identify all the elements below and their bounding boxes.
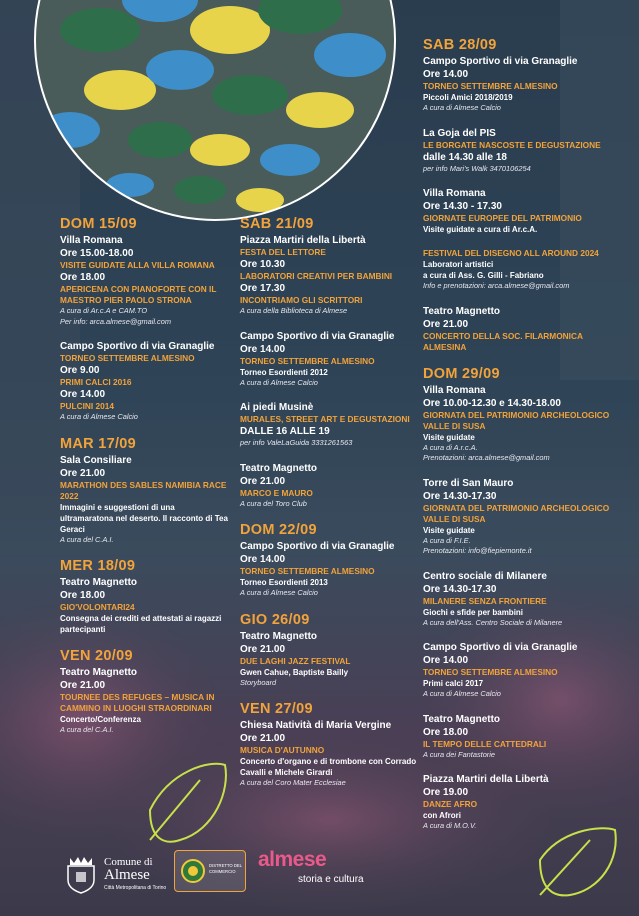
event-place: Villa Romana — [423, 384, 486, 396]
event-day: MAR 17/09 — [60, 435, 137, 452]
event-title: TOURNEE DES REFUGES – MUSICA IN CAMMINO IN LUOGHI STRAORDINARI — [60, 692, 215, 713]
event-place: Teatro Magnetto — [240, 462, 318, 474]
event-block — [423, 127, 618, 175]
event-note: A cura del C.A.I. — [60, 534, 114, 544]
event-time: Ore 21.00 — [240, 733, 286, 744]
event-place: Campo Sportivo di via Granaglie — [423, 56, 578, 67]
event-day: MER 18/09 — [60, 558, 136, 574]
event-note: A cura della Biblioteca di Almese — [240, 306, 348, 315]
event-desc: Visite guidate — [423, 432, 475, 442]
event-place: Teatro Magnetto — [60, 577, 138, 588]
event-time: Ore 9.00 — [60, 365, 100, 376]
event-title: DANZE AFRO — [423, 799, 478, 809]
event-title: FESTIVAL DEL DISEGNO ALL AROUND 2024 — [423, 248, 599, 258]
event-day: DOM 15/09 — [60, 216, 137, 232]
event-block — [423, 366, 618, 464]
event-block — [423, 37, 618, 114]
event-title: FESTA DEL LETTORE — [240, 247, 326, 257]
event-title: GIORNATA DEL PATRIMONIO ARCHEOLOGICO VALLE DI SUSA — [423, 409, 610, 431]
event-block — [60, 340, 230, 423]
event-block — [240, 701, 420, 789]
event-place: Piazza Martiri della Libertà — [423, 774, 549, 785]
comune-logo — [62, 854, 182, 894]
coat-of-arms-icon — [62, 854, 100, 894]
event-place: Campo Sportivo di via Granaglie — [423, 642, 578, 653]
event-day: VEN 27/09 — [240, 701, 313, 717]
event-note: per info ValeLaGuida 3331261563 — [240, 438, 353, 447]
brand-subtitle: storia e cultura — [298, 874, 364, 885]
event-title: DUE LAGHI JAZZ FESTIVAL — [240, 655, 351, 666]
event-time: Ore 21.00 — [240, 643, 286, 655]
event-title: TORNEO SETTEMBRE ALMESINO — [60, 353, 195, 363]
event-title: LABORATORI CREATIVI PER BAMBINI — [240, 271, 393, 281]
event-desc: Consegna dei crediti ed attestati ai ragazzi partecipanti — [60, 614, 222, 634]
schedule-column-3 — [423, 37, 618, 845]
event-place: Campo Sportivo di via Granaglie — [240, 330, 395, 342]
event-title: PULCINI 2014 — [60, 401, 114, 411]
comune-line1: Comune di — [104, 856, 153, 868]
event-title: TORNEO SETTEMBRE ALMESINO — [240, 566, 375, 576]
event-title: MURALES, STREET ART E DEGUSTAZIONI — [240, 414, 410, 424]
event-place: Campo Sportivo di via Granaglie — [240, 541, 395, 552]
event-day: SAB 28/09 — [423, 37, 497, 53]
event-time: Ore 10.30 — [240, 259, 286, 270]
event-day: DOM 29/09 — [423, 365, 500, 382]
event-note: A cura dell'Ass. Centro Sociale di Milanere — [423, 617, 563, 627]
event-note: A cura del C.A.I. — [60, 725, 114, 734]
event-note: A cura di A.r.c.A. — [423, 442, 478, 452]
event-time: Ore 14.00 — [423, 69, 469, 80]
event-desc: con Afrori — [423, 811, 461, 820]
event-block — [60, 216, 230, 327]
schedule-column-1 — [60, 216, 230, 749]
event-block — [423, 773, 618, 832]
event-place: Campo Sportivo di via Granaglie — [60, 341, 215, 352]
event-block — [240, 330, 420, 389]
distretto-emblem-icon — [180, 858, 206, 884]
event-note: A cura di Almese Calcio — [240, 377, 318, 387]
distretto-badge — [174, 850, 246, 892]
event-desc: Torneo Esordienti 2012 — [240, 367, 328, 377]
event-desc: Concerto/Conferenza — [60, 715, 141, 724]
distretto-badge-text: DISTRETTO DEL COMMERCIO — [209, 863, 242, 874]
event-title: APERICENA CON PIANOFORTE CON IL MAESTRO PIER PAOLO STRONA — [60, 284, 217, 305]
event-time: Ore 14.00 — [240, 554, 286, 565]
event-note: A cura di Almese Calcio — [423, 103, 501, 112]
event-time: Ore 21.00 — [60, 680, 106, 691]
event-desc: Giochi e sfide per bambini — [423, 607, 524, 617]
event-desc: Visite guidate — [423, 525, 475, 535]
event-title: VISITE GUIDATE ALLA VILLA ROMANA — [60, 260, 215, 270]
event-block — [423, 187, 618, 235]
event-block — [423, 248, 618, 292]
event-place: Teatro Magnetto — [240, 630, 318, 642]
event-title: GIORNATE EUROPEE DEL PATRIMONIO — [423, 213, 582, 223]
event-title: GIO'VOLONTARI24 — [60, 602, 135, 612]
event-desc: Concerto d'organo e di trombone con Corrado Cavalli e Michele Girardi — [240, 757, 417, 777]
event-block — [60, 558, 230, 635]
event-place: Piazza Martiri della Libertà — [240, 235, 366, 246]
event-title: MUSICA D'AUTUNNO — [240, 745, 325, 755]
event-block — [423, 713, 618, 761]
event-note: Prenotazioni: arca.almese@gmail.com — [423, 453, 550, 462]
event-note: A cura di F.I.E. — [423, 535, 471, 545]
comune-line2: Almese — [104, 867, 150, 883]
event-block — [60, 648, 230, 736]
event-title: IL TEMPO DELLE CATTEDRALI — [423, 738, 547, 749]
event-block — [240, 216, 420, 317]
event-title: LE BORGATE NASCOSTE E DEGUSTAZIONE — [423, 139, 601, 150]
event-note: Storyboard — [240, 677, 277, 687]
event-time: Ore 21.00 — [240, 475, 286, 487]
event-place: Teatro Magnetto — [423, 305, 501, 317]
event-block — [240, 462, 420, 510]
event-title: MARCO E MAURO — [240, 487, 313, 498]
event-title: MILANERE SENZA FRONTIERE — [423, 595, 547, 606]
event-place: Chiesa Natività di Maria Vergine — [240, 720, 392, 731]
event-block — [240, 401, 420, 449]
event-note: Per info: arca.almese@gmail.com — [60, 316, 172, 326]
event-title: INCONTRIAMO GLI SCRITTORI — [240, 295, 363, 305]
event-time: Ore 14.00 — [60, 389, 106, 400]
event-time: Ore 18.00 — [423, 726, 469, 738]
event-place: Teatro Magnetto — [423, 713, 501, 725]
event-note: A cura del Coro Mater Ecclesiae — [240, 778, 346, 787]
event-desc: Gwen Cahue, Baptiste Bailly — [240, 667, 349, 677]
event-desc: Torneo Esordienti 2013 — [240, 578, 328, 587]
event-place: DALLE 16 ALLE 19 — [240, 426, 330, 437]
event-title: GIORNATA DEL PATRIMONIO ARCHEOLOGICO VALLE DI SUSA — [423, 502, 610, 524]
umbrellas-photo — [30, 0, 400, 220]
event-note: Info e prenotazioni: arca.almese@gmail.com — [423, 281, 570, 290]
event-day: GIO 26/09 — [240, 611, 310, 628]
event-day: DOM 22/09 — [240, 522, 317, 538]
event-block — [60, 436, 230, 546]
event-desc: a cura di Ass. G. Gilli - Fabriano — [423, 271, 544, 280]
footer — [0, 846, 639, 916]
event-block — [423, 570, 618, 629]
event-place: La Goja del PIS — [423, 127, 496, 139]
event-place: Centro sociale di Milanere — [423, 570, 547, 582]
event-time: Ore 14.30-17.30 — [423, 490, 497, 502]
event-note: Prenotazioni: info@fiepiemonte.it — [423, 546, 532, 555]
event-title: MARATHON DES SABLES NAMIBIA RACE 2022 — [60, 479, 227, 501]
almese-brand-logo — [258, 848, 368, 892]
event-title: TORNEO SETTEMBRE ALMESINO — [423, 81, 558, 91]
event-place: Villa Romana — [60, 235, 123, 246]
event-place: Ai piedi Musinè — [240, 402, 314, 413]
event-place: Teatro Magnetto — [60, 667, 138, 678]
event-place: Torre di San Mauro — [423, 477, 514, 489]
event-desc: Laboratori artistici — [423, 260, 494, 269]
event-title: PRIMI CALCI 2016 — [60, 377, 132, 387]
event-day: SAB 21/09 — [240, 216, 314, 232]
event-desc: Piccoli Amici 2018/2019 — [423, 93, 513, 102]
event-time: Ore 21.00 — [423, 318, 469, 330]
event-block — [423, 305, 618, 353]
event-time: Ore 14.30 - 17.30 — [423, 201, 502, 212]
event-desc: Visite guidate a cura di Ar.c.A. — [423, 225, 538, 234]
event-note: A cura di Almese Calcio — [423, 689, 501, 698]
event-note: A cura dei Fantastorie — [423, 749, 496, 759]
event-desc: Immagini e suggestioni di una ultramaratona nel deserto. Il racconto di Tea Geraci — [60, 502, 228, 534]
event-day: VEN 20/09 — [60, 648, 133, 664]
event-time: Ore 21.00 — [60, 467, 106, 479]
brand-name: almese — [258, 848, 327, 871]
event-title: CONCERTO DELLA SOC. FILARMONICA ALMESINA — [423, 330, 583, 352]
schedule-column-2 — [240, 216, 420, 802]
event-block — [240, 522, 420, 599]
event-time: Ore 14.00 — [240, 343, 286, 355]
event-block — [423, 641, 618, 700]
event-time: Ore 17.30 — [240, 283, 286, 294]
event-note: A cura di Ar.c.A e CAM.TO — [60, 306, 148, 315]
event-time: Ore 14.30-17.30 — [423, 583, 497, 595]
event-title: TORNEO SETTEMBRE ALMESINO — [240, 355, 375, 366]
event-note: A cura di M.O.V. — [423, 821, 477, 830]
event-desc: Primi calci 2017 — [423, 679, 484, 688]
event-note: per info Mari's Walk 3470106254 — [423, 163, 531, 173]
event-block — [423, 477, 618, 557]
event-time: Ore 18.00 — [60, 272, 106, 283]
event-note: A cura di Almese Calcio — [60, 412, 138, 421]
event-note: A cura di Almese Calcio — [240, 588, 318, 597]
event-time: Ore 19.00 — [423, 787, 469, 798]
event-time: Ore 15.00-18.00 — [60, 248, 134, 259]
event-time: Ore 10.00-12.30 e 14.30-18.00 — [423, 397, 561, 409]
event-title: TORNEO SETTEMBRE ALMESINO — [423, 667, 558, 677]
event-block — [240, 612, 420, 689]
event-place: Sala Consiliare — [60, 454, 132, 466]
event-place: dalle 14.30 alle 18 — [423, 151, 507, 163]
event-time: Ore 14.00 — [423, 655, 469, 666]
event-note: A cura del Toro Club — [240, 498, 307, 508]
comune-subtitle: Città Metropolitana di Torino — [104, 885, 167, 891]
event-time: Ore 18.00 — [60, 590, 106, 601]
event-place: Villa Romana — [423, 188, 486, 199]
